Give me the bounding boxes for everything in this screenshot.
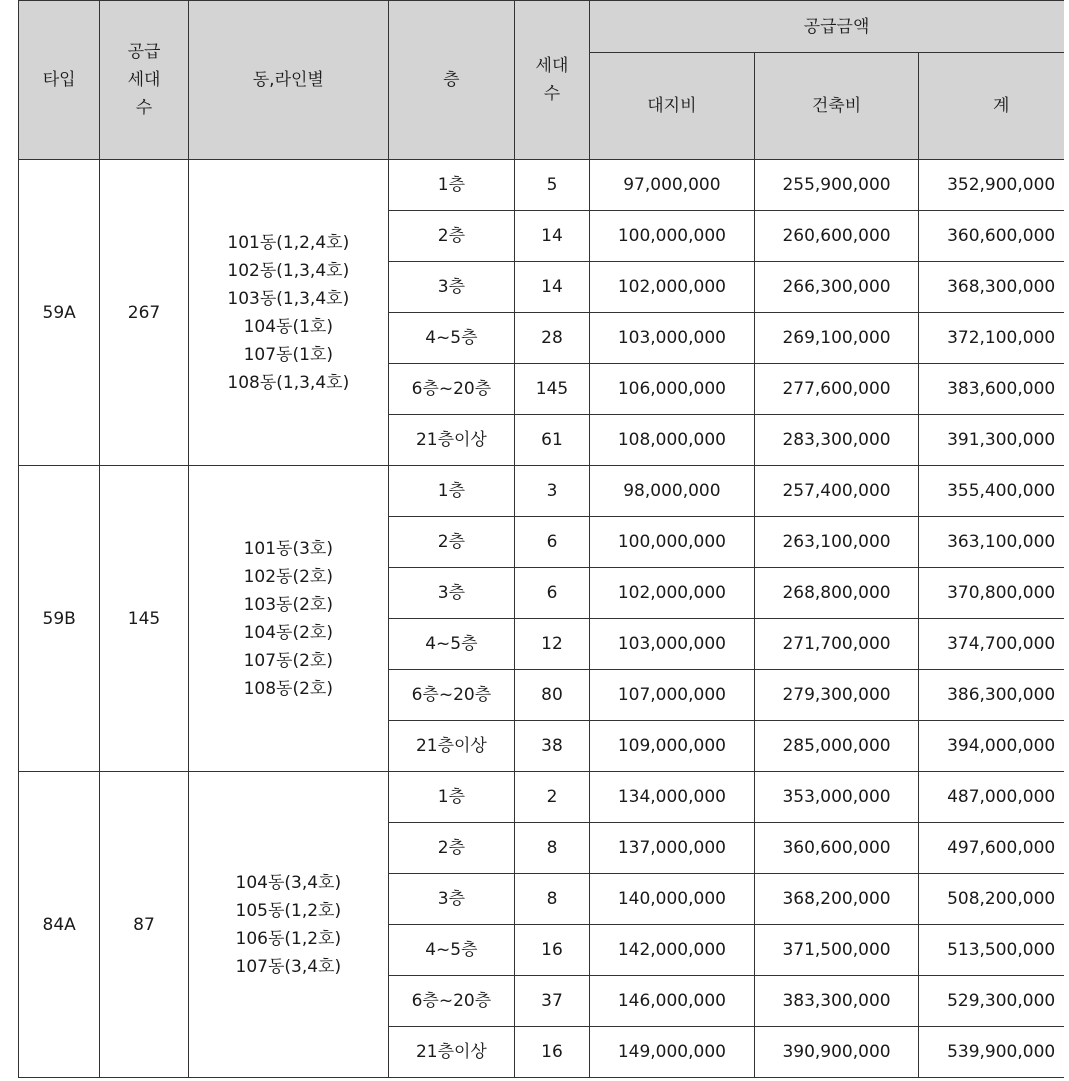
building-line-cell — [188, 772, 388, 1078]
land-cost-cell: 108,000,000 — [590, 415, 755, 466]
building-cost-cell: 371,500,000 — [754, 925, 919, 976]
building-line-item: 103동(1,3,4호) — [227, 288, 350, 309]
total-cell: 386,300,000 — [919, 670, 1069, 721]
supply-units-cell: 87 — [100, 772, 188, 1078]
building-cost-cell: 285,000,000 — [754, 721, 919, 772]
building-line-item: 108동(2호) — [243, 678, 333, 699]
building-line-item: 102동(1,3,4호) — [227, 260, 350, 281]
land-cost-cell: 106,000,000 — [590, 364, 755, 415]
type-cell: 59A — [19, 160, 100, 466]
total-cell: 529,300,000 — [919, 976, 1069, 1027]
floor-cell: 1층 — [388, 466, 514, 517]
building-cost-cell: 260,600,000 — [754, 211, 919, 262]
households-cell: 8 — [514, 823, 589, 874]
floor-cell: 3층 — [388, 568, 514, 619]
households-cell: 12 — [514, 619, 589, 670]
households-cell: 8 — [514, 874, 589, 925]
floor-cell: 1층 — [388, 160, 514, 211]
building-cost-cell: 257,400,000 — [754, 466, 919, 517]
total-cell: 363,100,000 — [919, 517, 1069, 568]
total-cell: 360,600,000 — [919, 211, 1069, 262]
header-supply-units-line: 공급 — [127, 42, 161, 62]
building-cost-cell: 368,200,000 — [754, 874, 919, 925]
building-line-item: 103동(2호) — [243, 594, 333, 615]
building-cost-cell: 255,900,000 — [754, 160, 919, 211]
land-cost-cell: 149,000,000 — [590, 1027, 755, 1078]
total-cell: 487,000,000 — [919, 772, 1069, 823]
header-households-line: 세대 — [535, 56, 569, 76]
building-line-item: 107동(1호) — [243, 344, 333, 365]
table-row — [19, 160, 1069, 211]
households-cell: 16 — [514, 925, 589, 976]
total-cell: 383,600,000 — [919, 364, 1069, 415]
building-line-item: 104동(2호) — [243, 622, 333, 643]
floor-cell: 2층 — [388, 517, 514, 568]
building-line-cell — [188, 466, 388, 772]
supply-units-cell: 145 — [100, 466, 188, 772]
table-row — [19, 466, 1069, 517]
type-cell: 84A — [19, 772, 100, 1078]
total-cell: 374,700,000 — [919, 619, 1069, 670]
land-cost-cell: 98,000,000 — [590, 466, 755, 517]
households-cell: 5 — [514, 160, 589, 211]
households-cell: 145 — [514, 364, 589, 415]
floor-cell: 2층 — [388, 211, 514, 262]
building-cost-cell: 277,600,000 — [754, 364, 919, 415]
floor-cell: 1층 — [388, 772, 514, 823]
land-cost-cell: 103,000,000 — [590, 619, 755, 670]
table-body — [19, 160, 1069, 1078]
total-cell: 539,900,000 — [919, 1027, 1069, 1078]
floor-cell: 4~5층 — [388, 619, 514, 670]
building-cost-cell: 360,600,000 — [754, 823, 919, 874]
building-line-item: 102동(2호) — [243, 566, 333, 587]
floor-cell: 4~5층 — [388, 925, 514, 976]
header-households — [514, 1, 589, 160]
floor-cell: 6층~20층 — [388, 670, 514, 721]
total-cell: 391,300,000 — [919, 415, 1069, 466]
header-supply-units-line: 세대 — [127, 70, 161, 90]
header-type: 타입 — [19, 1, 100, 160]
building-line-item: 107동(3,4호) — [235, 956, 342, 977]
header-supply-units — [100, 1, 188, 160]
building-cost-cell: 353,000,000 — [754, 772, 919, 823]
supply-price-table — [18, 0, 1069, 1078]
land-cost-cell: 102,000,000 — [590, 262, 755, 313]
building-line-item: 104동(3,4호) — [235, 872, 342, 893]
building-cost-cell: 283,300,000 — [754, 415, 919, 466]
header-supply-price: 공급금액 — [590, 1, 1069, 53]
total-cell: 368,300,000 — [919, 262, 1069, 313]
households-cell: 2 — [514, 772, 589, 823]
floor-cell: 6층~20층 — [388, 364, 514, 415]
building-line-item: 105동(1,2호) — [235, 900, 342, 921]
building-line-item: 101동(3호) — [243, 538, 333, 559]
header-households-line: 수 — [543, 84, 561, 104]
floor-cell: 21층이상 — [388, 1027, 514, 1078]
land-cost-cell: 100,000,000 — [590, 211, 755, 262]
land-cost-cell: 142,000,000 — [590, 925, 755, 976]
land-cost-cell: 100,000,000 — [590, 517, 755, 568]
total-cell: 394,000,000 — [919, 721, 1069, 772]
building-line-item: 101동(1,2,4호) — [227, 232, 350, 253]
floor-cell: 2층 — [388, 823, 514, 874]
land-cost-cell: 146,000,000 — [590, 976, 755, 1027]
building-line-item: 107동(2호) — [243, 650, 333, 671]
total-cell: 370,800,000 — [919, 568, 1069, 619]
building-line-item: 106동(1,2호) — [235, 928, 342, 949]
land-cost-cell: 107,000,000 — [590, 670, 755, 721]
table-header — [19, 1, 1069, 160]
households-cell: 6 — [514, 568, 589, 619]
supply-units-cell: 267 — [100, 160, 188, 466]
total-cell: 352,900,000 — [919, 160, 1069, 211]
households-cell: 61 — [514, 415, 589, 466]
total-cell: 355,400,000 — [919, 466, 1069, 517]
households-cell: 14 — [514, 262, 589, 313]
building-cost-cell: 271,700,000 — [754, 619, 919, 670]
floor-cell: 3층 — [388, 874, 514, 925]
building-cost-cell: 383,300,000 — [754, 976, 919, 1027]
building-cost-cell: 390,900,000 — [754, 1027, 919, 1078]
type-cell: 59B — [19, 466, 100, 772]
total-cell: 497,600,000 — [919, 823, 1069, 874]
land-cost-cell: 140,000,000 — [590, 874, 755, 925]
total-cell: 513,500,000 — [919, 925, 1069, 976]
floor-cell: 4~5층 — [388, 313, 514, 364]
header-building-line: 동,라인별 — [188, 1, 388, 160]
building-cost-cell: 279,300,000 — [754, 670, 919, 721]
header-supply-units-line: 수 — [135, 98, 153, 118]
header-total: 계 — [919, 53, 1069, 160]
households-cell: 3 — [514, 466, 589, 517]
land-cost-cell: 102,000,000 — [590, 568, 755, 619]
building-cost-cell: 268,800,000 — [754, 568, 919, 619]
households-cell: 38 — [514, 721, 589, 772]
building-cost-cell: 263,100,000 — [754, 517, 919, 568]
floor-cell: 21층이상 — [388, 721, 514, 772]
total-cell: 372,100,000 — [919, 313, 1069, 364]
header-floor: 층 — [388, 1, 514, 160]
building-cost-cell: 269,100,000 — [754, 313, 919, 364]
land-cost-cell: 137,000,000 — [590, 823, 755, 874]
households-cell: 14 — [514, 211, 589, 262]
land-cost-cell: 109,000,000 — [590, 721, 755, 772]
building-cost-cell: 266,300,000 — [754, 262, 919, 313]
land-cost-cell: 97,000,000 — [590, 160, 755, 211]
households-cell: 28 — [514, 313, 589, 364]
total-cell: 508,200,000 — [919, 874, 1069, 925]
floor-cell: 21층이상 — [388, 415, 514, 466]
header-building-cost: 건축비 — [754, 53, 919, 160]
floor-cell: 6층~20층 — [388, 976, 514, 1027]
table-row — [19, 772, 1069, 823]
right-edge-mask — [1064, 0, 1069, 1081]
land-cost-cell: 134,000,000 — [590, 772, 755, 823]
floor-cell: 3층 — [388, 262, 514, 313]
households-cell: 80 — [514, 670, 589, 721]
land-cost-cell: 103,000,000 — [590, 313, 755, 364]
households-cell: 16 — [514, 1027, 589, 1078]
header-land-cost: 대지비 — [590, 53, 755, 160]
building-line-item: 108동(1,3,4호) — [227, 372, 350, 393]
households-cell: 37 — [514, 976, 589, 1027]
building-line-cell — [188, 160, 388, 466]
building-line-item: 104동(1호) — [243, 316, 333, 337]
households-cell: 6 — [514, 517, 589, 568]
